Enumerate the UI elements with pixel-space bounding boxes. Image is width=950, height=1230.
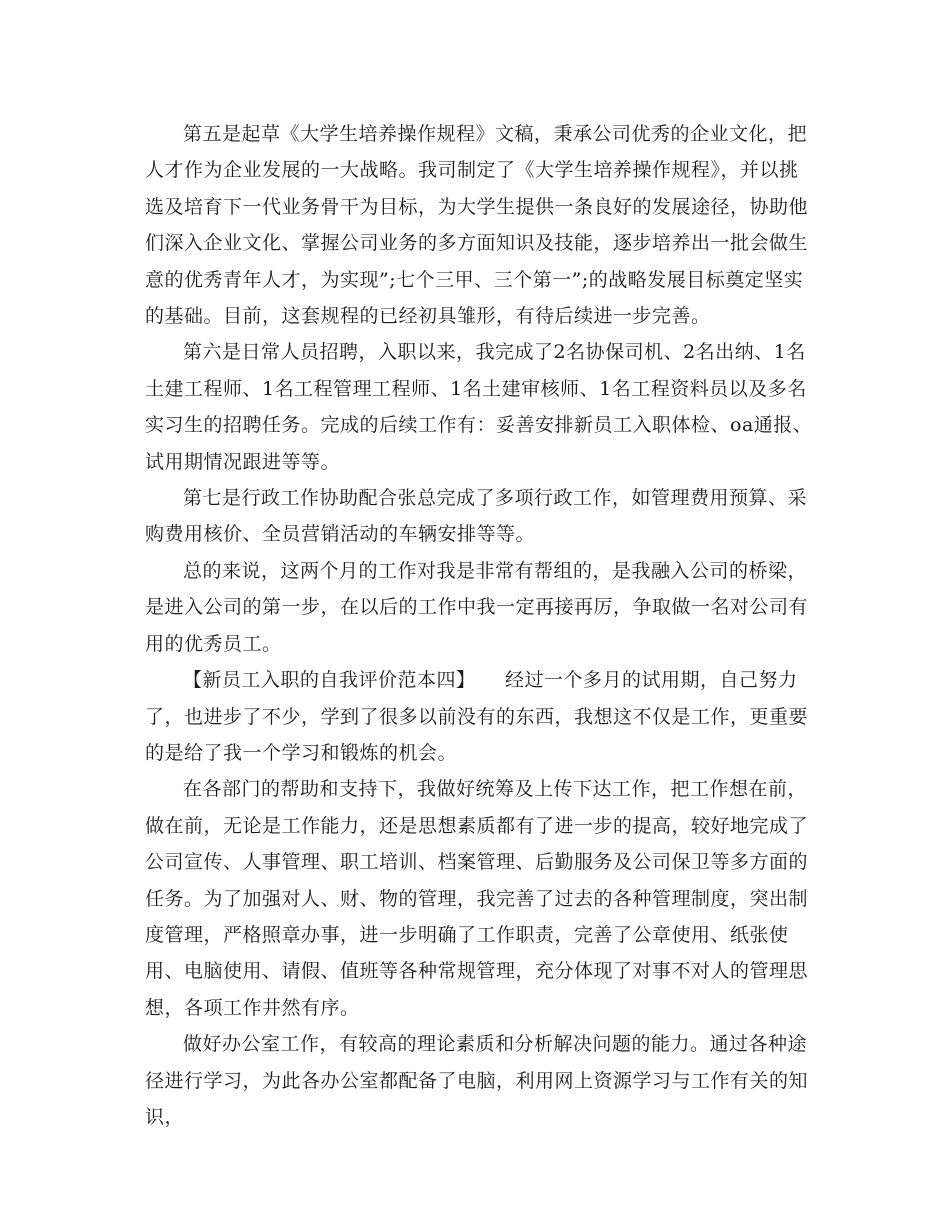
paragraph-summary: 总的来说，这两个月的工作对我是非常有帮组的，是我融入公司的桥梁，是进入公司的第一步，在以后的工作中我一定再接再厉，争取做一名对公司有用的优秀员工。 bbox=[145, 559, 809, 655]
paragraph-5: 第五是起草《大学生培养操作规程》文稿，秉承公司优秀的企业文化，把人才作为企业发展的一大战略。我司制定了《大学生培养操作规程》，并以挑选及培育下一代业务骨干为目标，为大学生提供一条良好的发展途径，协助他们深入企业文化、掌握公司业务的多方面知识及技能，逐步培养出一批会做生意的优秀青年人才，为实现”;七个三甲、三个第一”;的战略发展目标奠定坚实的基础。目前，这套规程的已经初具雏形，有待后续进一步完善。 bbox=[145, 123, 809, 328]
paragraph-6: 第六是日常人员招聘，入职以来，我完成了2名协保司机、2名出纳、1名土建工程师、1名工程管理工程师、1名土建审核师、1名工程资料员以及多名实习生的招聘任务。完成的后续工作有：妥善安排新员工入职体检、oa通报、试用期情况跟进等等。 bbox=[145, 341, 813, 473]
paragraph-sample-four: 【新员工入职的自我评价范本四】 经过一个多月的试用期，自己努力了，也进步了不少，学到了很多以前没有的东西，我想这不仅是工作，更重要的是给了我一个学习和锻炼的机会。 bbox=[145, 669, 809, 764]
paragraph-7: 第七是行政工作协助配合张总完成了多项行政工作，如管理费用预算、采购费用核价、全员营销活动的车辆安排等等。 bbox=[145, 487, 808, 546]
paragraph-departments: 在各部门的帮助和支持下，我做好统筹及上传下达工作，把工作想在前，做在前，无论是工作能力，还是思想素质都有了进一步的提高，较好地完成了公司宣传、人事管理、职工培训、档案管理、后勤服务及公司保卫等多方面的任务。为了加强对人、财、物的管理，我完善了过去的各种管理制度，突出制度管理，严格照章办事，进一步明确了工作职责，完善了公章使用、纸张使用、电脑使用、请假、值班等各种常规管理，充分体现了对事不对人的管理思想，各项工作井然有序。 bbox=[145, 778, 809, 1019]
document-body bbox=[145, 116, 815, 1135]
paragraph-office-work: 做好办公室工作，有较高的理论素质和分析解决问题的能力。通过各种途径进行学习，为此各办公室都配备了电脑，利用网上资源学习与工作有关的知识， bbox=[145, 1033, 809, 1128]
